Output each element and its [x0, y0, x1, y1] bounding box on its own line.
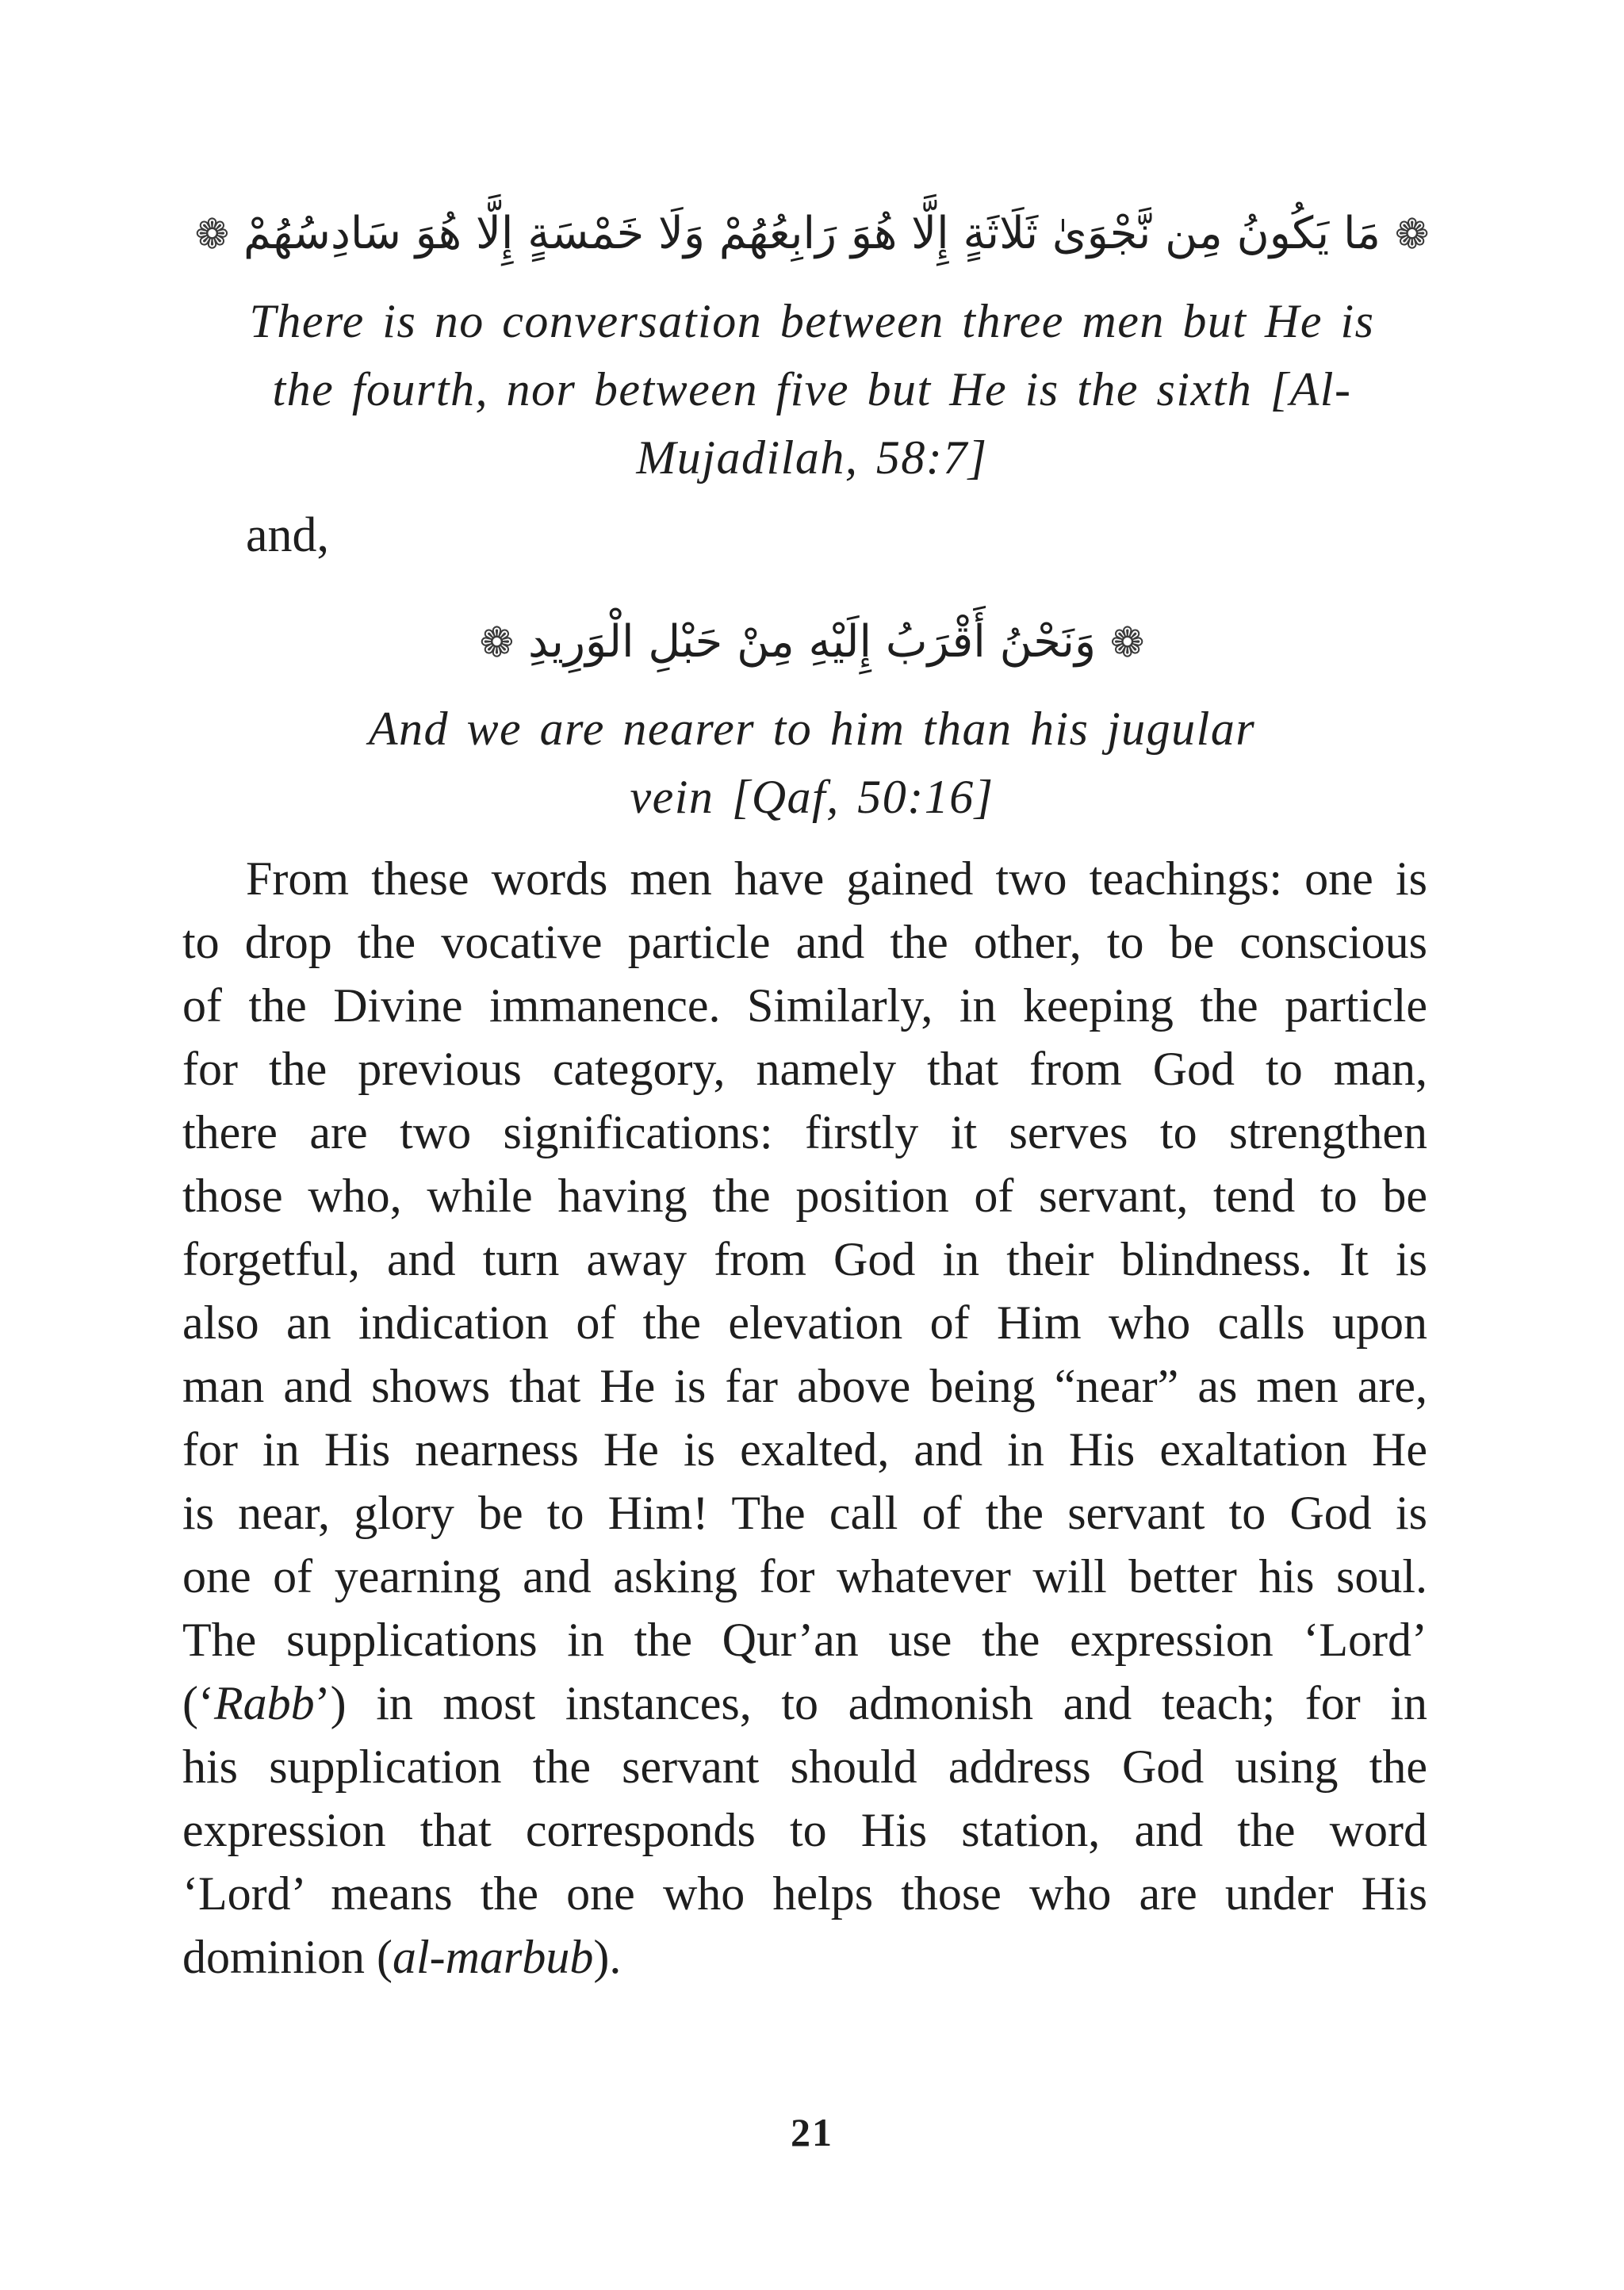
verse-1-translation-line: There is no conversation between three men but He is — [249, 295, 1375, 347]
final-suffix: ). — [593, 1931, 622, 1983]
verse-1-translation-line: Mujadilah, 58:7] — [636, 431, 988, 484]
body-paragraph — [182, 847, 1427, 1989]
body-line: man and shows that He is far above being “near” as men are, — [182, 1360, 1427, 1412]
page-number: 21 — [791, 2110, 833, 2154]
body-line-final — [182, 1925, 1427, 1989]
body-line: his supplication the servant should address God using the — [182, 1740, 1427, 1793]
body-line: also an indication of the elevation of Him who calls upon — [182, 1296, 1427, 1349]
body-line: ‘Lord’ means the one who helps those who are under His — [182, 1867, 1427, 1920]
verse-1-arabic-text: مَا يَكُونُ مِن نَّجْوَىٰ ثَلَاثَةٍ إِلَّا هُوَ رَابِعُهُمْ وَلَا خَمْسَةٍ إِلَّا هُوَ سَادِسُهُمْ — [243, 208, 1381, 259]
body-line: one of yearning and asking for whatever will better his soul. — [182, 1550, 1427, 1603]
body-line-rabb — [182, 1672, 1427, 1735]
body-line: those who, while having the position of servant, tend to be — [182, 1170, 1427, 1222]
verse-2-arabic — [0, 611, 1624, 675]
body-line: of the Divine immanence. Similarly, in keeping the particle — [182, 979, 1427, 1032]
rabb-term: Rabb — [213, 1677, 315, 1729]
verse-2-arabic-text: وَنَحْنُ أَقْرَبُ إِلَيْهِ مِنْ حَبْلِ الْوَرِيدِ — [527, 616, 1097, 668]
body-line: for in His nearness He is exalted, and in His exaltation He — [182, 1423, 1427, 1476]
body-line-rest: in most instances, to admonish and teach; for in — [376, 1677, 1427, 1729]
body-line: From these words men have gained two teachings: one is — [246, 852, 1427, 905]
verse-1-translation — [238, 287, 1386, 492]
connector-text: and, — [246, 508, 330, 562]
verse-2-translation — [238, 695, 1386, 831]
body-line: is near, glory be to Him! The call of the servant to God is — [182, 1487, 1427, 1539]
verse-1-arabic — [0, 202, 1624, 266]
verse-2-translation-line: And we are nearer to him than his jugular — [368, 703, 1256, 755]
body-line: forgetful, and turn away from God in their blindness. It is — [182, 1233, 1427, 1285]
body-line: for the previous category, namely that from God to man, — [182, 1043, 1427, 1095]
ornament-icon: ❁ — [194, 211, 230, 258]
body-line: The supplications in the Qur’an use the expression ‘Lord’ — [182, 1614, 1427, 1666]
ornament-icon: ❁ — [479, 619, 515, 667]
body-line: there are two significations: firstly it serves to strengthen — [182, 1106, 1427, 1158]
rabb-close: ’) — [314, 1677, 347, 1729]
body-line: expression that corresponds to His station, and the word — [182, 1804, 1427, 1856]
verse-1-translation-line: the fourth, nor between five but He is the sixth [Al- — [272, 363, 1352, 415]
body-line: to drop the vocative particle and the other, to be conscious — [182, 916, 1427, 968]
ornament-icon: ❁ — [1394, 211, 1430, 258]
ornament-icon: ❁ — [1109, 619, 1145, 667]
rabb-open: (‘ — [182, 1677, 214, 1729]
final-prefix: dominion ( — [182, 1931, 393, 1983]
verse-2-translation-line: vein [Qaf, 50:16] — [630, 771, 994, 823]
al-marbub-term: al-marbub — [393, 1931, 594, 1983]
